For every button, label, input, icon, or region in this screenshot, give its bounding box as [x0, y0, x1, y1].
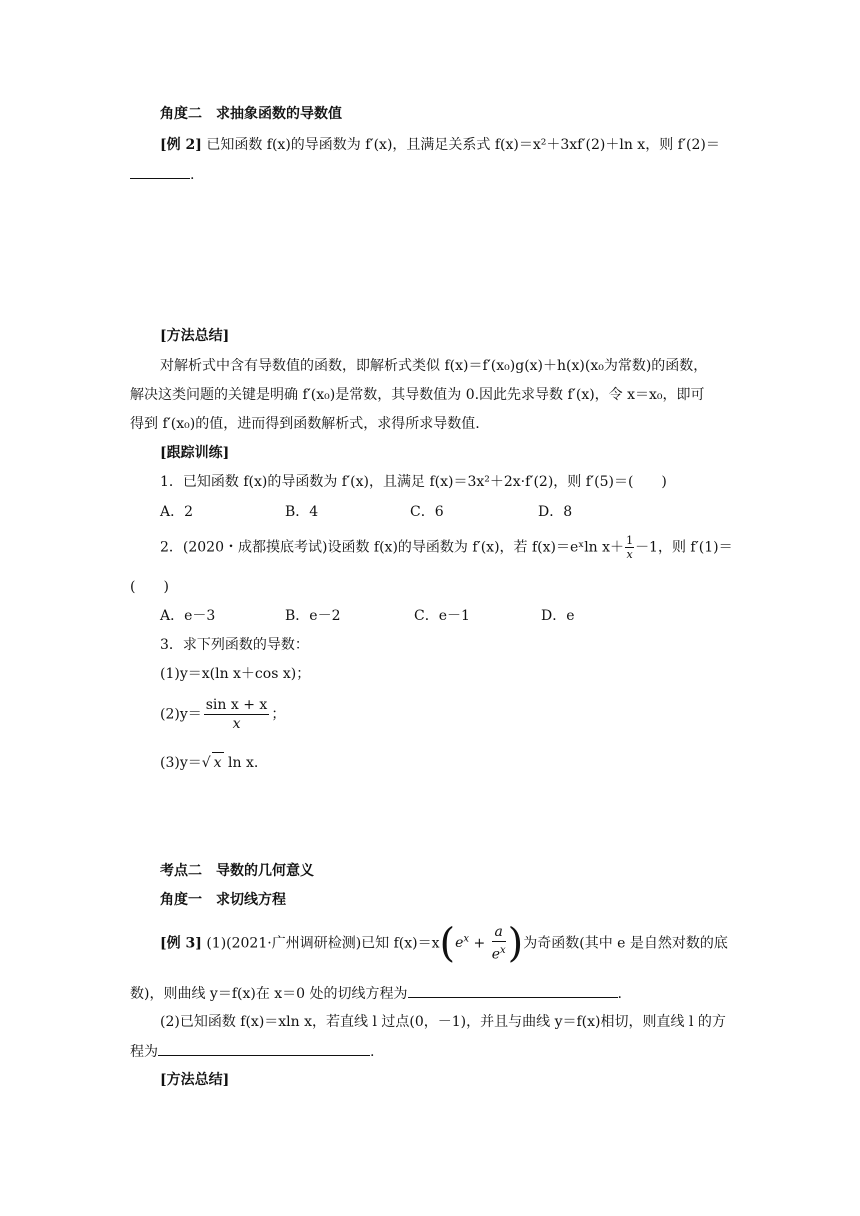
question-3: 3．求下列函数的导数：	[160, 637, 309, 653]
section-heading-angle-1: 角度一 求切线方程	[160, 892, 286, 908]
method-summary-heading: [方法总结]	[160, 328, 230, 344]
example-3-part-1-line-2: 数)，则曲线 y＝f(x)在 x＝0 处的切线方程为 .	[130, 983, 622, 1004]
question-2	[160, 534, 733, 561]
question-3-part-1: (1)y＝x(ln x＋cos x)；	[160, 666, 311, 682]
q1-option-b: B．4	[285, 504, 319, 520]
example-text: 已知函数 f(x)的导函数为 f′(x)，且满足关系式 f(x)＝x²＋3xf′(2)＋ln x，则 f′(2)＝	[206, 137, 720, 153]
period: .	[190, 167, 195, 183]
example-3-part-2-line-1: (2)已知函数 f(x)＝xln x，若直线 l 过点(0，－1)，并且与曲线 y＝f(x)相切，则直线 l 的方	[160, 1014, 726, 1030]
q1-option-c: C．6	[410, 504, 444, 520]
q2-text-a: 2．(2020・成都摸底考试)设函数 f(x)的导函数为 f′(x)，若 f(x)＝eˣln x＋	[160, 539, 625, 556]
section-heading-kaodian-2: 考点二 导数的几何意义	[160, 863, 314, 879]
q2-answer-paren: ( )	[130, 579, 169, 595]
q2-text-b: －1，则 f′(1)＝	[635, 539, 733, 556]
example-tag: [例 3]	[160, 935, 202, 952]
method-summary-heading-2: [方法总结]	[160, 1072, 230, 1088]
q2-option-b: B．e－2	[285, 608, 341, 624]
summary-paragraph-line-3: 得到 f′(x₀)的值，进而得到函数解析式，求得所求导数值.	[130, 416, 480, 432]
example-3-part-2-line-2: 程为 .	[130, 1041, 374, 1062]
q2-option-c: C．e－1	[414, 608, 470, 624]
q1-option-d: D．8	[538, 504, 573, 520]
example-tag: [例 2]	[160, 137, 202, 153]
summary-paragraph-line-1: 对解析式中含有导数值的函数，即解析式类似 f(x)＝f′(x₀)g(x)＋h(x)(x₀为常数)的函数，	[160, 358, 708, 374]
question-3-part-2: (2)y＝ $\frac{\text{sin x + x}}{x}$ ；	[160, 697, 286, 732]
answer-blank	[408, 983, 618, 998]
example-2-answer-line	[130, 164, 194, 185]
question-3-part-3: (3)y＝√ x ln x.	[160, 752, 258, 773]
q2-fraction: $\frac{1}{x}$	[626, 534, 634, 561]
ex3-fraction: $\frac{a}{e^x}$	[491, 924, 506, 963]
answer-blank	[130, 164, 190, 179]
q2-option-a: A．e－3	[160, 608, 216, 624]
example-3-part-1: [例 3] (1)(2021·广州调研检测)已知 $f(x)=x(e^x$ + $\frac{a}{e^x}$ )为奇函数(其中 e 是自然对数的底	[160, 920, 728, 967]
question-1: 1．已知函数 f(x)的导函数为 f′(x)，且满足 f(x)＝3x²＋2x·f′(2)，则 f′(5)＝( )	[160, 474, 667, 490]
q2-option-d: D．e	[541, 608, 575, 624]
q1-option-a: A．2	[160, 504, 194, 520]
summary-paragraph-line-2: 解决这类问题的关键是明确 f′(x₀)是常数，其导数值为 0.因此先求导数 f′(x)，令 x＝x₀，即可	[130, 387, 705, 403]
section-heading-angle-2: 角度二 求抽象函数的导数值	[160, 106, 342, 122]
example-2	[160, 135, 720, 155]
q3-2-fraction: $\frac{\text{sin x + x}}{x}$	[205, 697, 268, 732]
practice-heading: [跟踪训练]	[160, 445, 230, 461]
answer-blank	[158, 1041, 370, 1056]
